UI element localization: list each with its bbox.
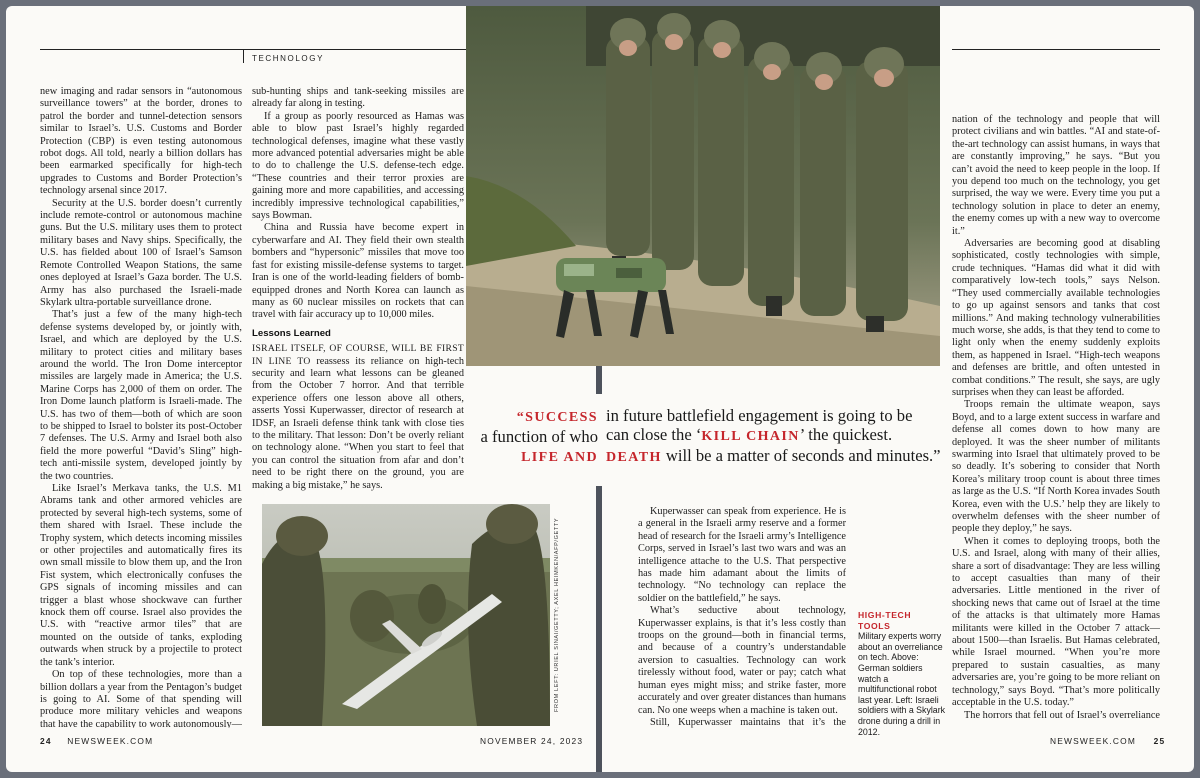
pq-text: can close the ‘	[606, 425, 702, 444]
caption-heading: HIGH-TECH TOOLS	[858, 610, 912, 631]
footer-left	[40, 736, 153, 746]
article-column-2	[252, 86, 464, 498]
pq-success: “SUCCESS	[516, 410, 598, 425]
final-text: The horrors that fell out of Israel’s overreliance	[964, 709, 1160, 720]
paragraph: China and Russia have become expert in cyberwarfare and AI. They field their own stealth bombers and “hypersonic” missiles that move too fast for existing missile-defense systems to target. Iran is one of the world-leading fielders of bomb-equipped drones and North Korea can launch as many as 60 nuclear missiles on rockets that can travel with fair accuracy up to 10,000 miles.	[252, 222, 464, 321]
pq-line3-left	[470, 446, 598, 467]
tag-divider	[243, 49, 244, 63]
page-number-left: 24	[40, 736, 52, 746]
paragraph: Still, Kuperwasser maintains that it’s the	[650, 716, 846, 728]
pq-life-and: LIFE AND	[521, 450, 598, 465]
paragraph: Adversaries are becoming good at disabling sophisticated, costly technologies with simple, crude techniques. “Hamas did what it did with comparatively low-tech tools,” says Nelson. “They used commercially available technologies to go up against sensors and tanks that cost millions.” And making technology vulnerabilities much worse, she adds, is that they tend to come to light only when the enemy suddenly exploits them, as happened in Israel. “High-tech weapons and defenses are brittle, and often untested in combat conditions.” The result, she says, are ugly surprises when they can least be afforded.	[952, 238, 1160, 398]
pq-text: ’ the quickest.	[799, 425, 893, 444]
paragraph: Troops remain the ultimate weapon, says Boyd, and to a large extent success in warfare and defense all comes down to how many are deployed. It was the sheer number of militants swarming into Israel that ultimately proved to be so deadly. It’s sobering to consider that North Korea’s military troop count is about three times as large as the U.S. “If North Korea invades South Korea, even with the U.S.’ help they are likely to overwhelm defenses with the sheer number of people they deploy,” he says.	[952, 399, 1160, 535]
pq-text: will be a matter of seconds and minutes.”	[661, 446, 941, 465]
caption-text: Military experts worry about an overreliance on tech. Above: German soldiers watch a multifunctional robot last year. Left: Israeli soldiers with a Skylark drone during a drill in 2012.	[858, 631, 946, 737]
pull-quote	[470, 394, 940, 486]
pq-line1-left	[470, 406, 598, 427]
footer-site-right: NEWSWEEK.COM	[1050, 736, 1137, 746]
section-tag: TECHNOLOGY	[252, 54, 325, 63]
top-rule-right	[952, 49, 1160, 50]
paragraph-lead	[252, 343, 464, 492]
photo-soldiers-robot-dog	[466, 6, 940, 366]
photo-skylark-drone	[262, 504, 550, 726]
pq-line1-right: in future battlefield engagement is going to be	[606, 406, 913, 425]
pq-kill-chain: KILL CHAIN	[701, 429, 800, 444]
paragraph-final	[952, 710, 1160, 721]
paragraph: Like Israel’s Merkava tanks, the U.S. M1 Abrams tank and other armored vehicles are protected by several high-tech systems, some of them shared with Israel. These include the Trophy system, which detects incoming missiles or other projectiles and automatically fires its own small missile to blow them up, and the Iron Fist system, which electronically confuses the GPS signals of incoming missiles and can trigger a blast whose shockwave can further knock them off course. Israel also provides the U.S. with “reactive armor tiles” that are mounted on the outside of tanks, exploding outwards when struck by a projectile to protect the tank’s interior.	[40, 483, 242, 668]
pq-line3-right	[606, 446, 946, 467]
paragraph: On top of these technologies, more than a billion dollars a year from the Pentagon’s budget is going to AI. Some of that spending will produce more military vehicles and weapons that have the capability to work autonomously—	[40, 669, 242, 728]
paragraph: That’s just a few of the many high-tech defense systems developed by, or jointly with, Israel, and which are deployed by the U.S. military to protect cities and military bases around the world. The Iron Dome interceptor missiles are largely made in America; the U.S. Marine Corps has 2,000 of them on order. The Iron Dome launch platform is Israeli-made. The U.S. has two of them—both of which are soon to be shipped to Israel to bolster its post-October 7 defenses. The U.S. Army and Israel both also field the more powerful “David’s Sling” high-tech anti-missile system, developed jointly by the two countries.	[40, 309, 242, 482]
footer-site-left: NEWSWEEK.COM	[67, 736, 154, 746]
footer-right	[1050, 736, 1165, 746]
photo-credit: FROM LEFT: URIEL SINAI/GETTY; AXEL HEIMKEN/AFP/GETTY	[554, 517, 560, 712]
footer-date: NOVEMBER 24, 2023	[480, 736, 584, 746]
article-column-4	[952, 114, 1160, 720]
paragraph: Security at the U.S. border doesn’t currently include remote-control or autonomous machine guns. But the U.S. military uses them to protect military bases and Navy ships. Specifically, the U.S. has fielded about 100 of Israel’s Samson Remote Controlled Weapon Stations, the same ones deployed at Israel’s Gaza border. The U.S. Army has also purchased the Israeli-made Skylark ultra-portable surveillance drone.	[40, 197, 242, 308]
pq-line2-left: a function of who	[480, 427, 598, 446]
pq-death: DEATH	[606, 450, 662, 465]
soldiers-photo-illustration	[466, 6, 940, 366]
paragraph: Kuperwasser can speak from experience. He is a general in the Israeli army reserve and a former head of research for the Israeli army’s Intelligence Corps, served in Israel’s last two wars and was an intelligence attache to the U.S. That perspective has made him adamant about the limits of technology. “No technology can replace the soldier on the battlefield,” he says.	[638, 506, 846, 604]
paragraph: new imaging and radar sensors in “autonomous surveillance towers” at the border, drones to patrol the border and tunnel-detection sensors similar to Israel’s. U.S. Customs and Border Protection (CBP) is even testing autonomous robot dogs. All told, nearly a billion dollars has been earmarked specifically for high-tech upgrades to Customs and Border Protection’s technology arsenal since 2017.	[40, 86, 242, 197]
article-column-1	[40, 86, 242, 728]
pq-line2-right	[606, 425, 946, 446]
pull-quote-right	[606, 406, 946, 467]
lead-in-text: reassess its reliance on high-tech security and learn what lessons can be gleaned from the October 7 horror. And that terrible experience offers one lesson above all others, asserts Yossi Kuperwasser, director of research at IDSF, an Israeli defense think tank with close ties to the military. That lesson: Don’t be overly reliant on technology alone. “When you start to feel that you can control the situation from afar and don’t need to be right there on the ground, you are making a big mistake,” he says.	[252, 355, 464, 491]
drone-photo-illustration	[262, 504, 550, 726]
paragraph: nation of the technology and people that will protect civilians and win battles. “AI and state-of-the-art technology can assist humans, in ways that are constantly improving,” he says. “But you can’t avoid the need to keep people in the loop. If you depend too much on the technology, you get surprised, the way we were. Every time you put a technology solution in place to deter an enemy, the enemy comes up with a new way to overcome it.”	[952, 114, 1160, 237]
paragraph: What’s seductive about technology, Kuperwasser explains, is that it’s less costly than troops on the ground—both in financial terms, and because of a country’s understandable aversion to casualties. Technology can work tirelessly without food, water or pay; catch what human eyes might miss; and strike faster, more accurately and over greater distances than humans can. No one weeps when a machine is taken out.	[638, 605, 846, 716]
paragraph: sub-hunting ships and tank-seeking missiles are already far along in testing.	[252, 86, 464, 110]
photo-caption	[858, 610, 946, 737]
lead-in-caps: ISRAEL ITSELF, OF COURSE, WILL BE FIRST IN LINE TO	[252, 343, 464, 367]
paragraph: When it comes to deploying troops, both the U.S. and Israel, along with many of their allies, share a sort of disadvantage: They are less willing to accept casualties than many of their adversaries. Little mentioned in the river of shocking news that came out of Israel at the time of the attacks is that ultimately more Hamas militants were killed in the October 7 attack—about 1500—than Israelis. But Hamas celebrated, while Israel mourned. “When you’re more prepared to sustain casualties, as many adversaries are, you’re going to be more reliant on technology,” says Boyd. “That’s more politically acceptable in the U.S. today.”	[952, 535, 1160, 709]
subhead-lessons-learned: Lessons Learned	[252, 327, 331, 339]
paragraph: If a group as poorly resourced as Hamas was able to blow past Israel’s highly regarded technological defenses, imagine what these vastly more advanced potential adversaries might be able to do to challenge the U.S. defense-tech edge. “These countries and their terror proxies are gaining more and more capabilities, and accessing incredibly impressive technological capabilities,” says Bowman.	[252, 110, 464, 222]
article-column-3	[638, 506, 846, 728]
pull-quote-left	[470, 406, 598, 467]
page-number-right: 25	[1153, 736, 1166, 746]
